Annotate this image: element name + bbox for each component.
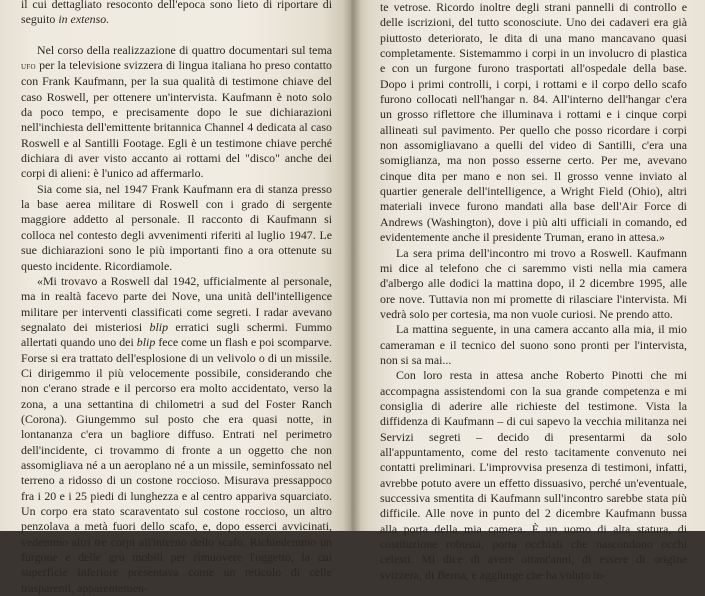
left-p3-italic-2: blip [136, 335, 156, 350]
left-paragraph-3 [21, 274, 332, 596]
left-p1-text-b: per la televisione svizzera di lingua italiana ho preso contatto con Frank Kaufmann, per la sua qualità di testimone chiave del caso Roswell, per ottenere un'intervista. Kaufmann è noto solo da poco tempo, e precisamente dopo le sue dichiarazioni nell'inchiesta dell'emittente britannica Channel 4 dedicata al caso Roswell e al Santilli Footage. Egli è un testimone chiave perché dichiara di aver visto accanto ai rottami del "disco" anche dei corpi di alieni: è l'unico ad affermarlo. [21, 58, 332, 181]
right-paragraph-continuation: te vetrose. Ricordo inoltre degli strani pannelli di controllo e delle iscrizioni, del tutto sconosciute. Uno dei cadaveri era già piuttosto deteriorato, le dita di una mano mancavano quasi completamente. Sistemammo i corpi in un involucro di plastica e con un furgone furono trasportati all'ospedale della base. Dopo i primi controlli, i corpi, i rottami e il corpo dello scafo furono collocati nell'hangar n. 84. All'interno dell'hangar c'era un grosso riflettore che illuminava i rottami e i cinque corpi allineati sul pavimento. Per quello che posso ricordare i corpi non assomigliavano a quelli del video di Santilli, c'era una somiglianza, ma non posso esserne certo. Per me, avevano cinque dita per mano e non sei. Il grosso venne inviato al quartier generale dell'intelligence, a Wright Field (Ohio), altri materiali invece furono mandati alla base dell'Air Force di Andrews (Washington), dove i più alti ufficiali in comando, ed evidentemente anche il presidente Truman, erano in attesa.» [380, 0, 687, 245]
left-p3-text-c: fece come un flash e poi scomparve. Forse si era trattato dell'esplosione di un velivolo o di un missile. Ci dirigemmo il più velocemente possibile, considerando che non c'erano strade e il percorso era molto accidentato, verso la zona, a una settantina di chilometri a sud del Foster Ranch (Corona). Giungemmo sul posto che era quasi notte, in lontananza c'era un bagliore diffuso. Entrati nel perimetro dell'incidente, ci trovammo di fronte a un oggetto che non assomigliava né a un aeroplano né a un missile, seminfossato nel terreno a ridosso di un costone roccioso. Misurava pressappoco fra i 20 e i 25 piedi di lunghezza e al centro appariva squarciato. Un corpo era stato scaraventato sul costone roccioso, un altro penzolava a metà fuori dello scafo, e, dopo esserci avvicinati, vedemmo altri tre corpi all'interno dello scafo. Richiedemmo un furgone e delle gru mobili per rimuovere l'oggetto, la cui superficie inferiore presentava come un reticolo di celle trasparenti, apparentemen- [21, 335, 332, 595]
right-paragraph-1: La sera prima dell'incontro mi trovo a Roswell. Kaufmann mi dice al telefono che ci saremmo visti nella mia camera d'albergo alle dodici la mattina dopo, il 2 dicembre 1995, alle ore nove. Tuttavia non mi promette di rilasciare l'intervista. Mi vedrà solo per cortesia, ma non vuole curiosi. Ne prendo atto. [380, 245, 687, 321]
left-paragraph-2: Sia come sia, nel 1947 Frank Kaufmann era di stanza presso la base aerea militare di Roswell con i grado di sergente maggiore addetto al personale. Il racconto di Kaufmann si colloca nel contesto degli avvenimenti riferiti al luglio 1947. Le sue dichiarazioni sono le più importanti fino a ora ottenute su questo incidente. Ricordiamole. [21, 181, 332, 273]
left-p1-text-a: Nel corso della realizzazione di quattro documentari sul tema [37, 42, 332, 57]
left-page [0, 0, 351, 595]
right-paragraph-3: Con loro resta in attesa anche Roberto Pinotti che mi accompagna assistendomi con la sua grande competenza e mi consiglia di aderire alle richieste del testimone. Vista la diffidenza di Kaufmann – di cui sapevo la vecchia militanza nei Servizi segreti – decido di presentarmi da solo all'appuntamento, come del resto tacitamente convenuto nei contatti preliminari. L'improvvisa presenza di testimoni, infatti, avrebbe potuto avere un effetto dissuasivo, perché un'eventuale, successiva smentita di Kaufmann sull'incontro sarebbe stata più difficile. Alle nove in punto del 2 dicembre Kaufmann bussa alla porta della mia camera. È un uomo di alta statura, di costituzione robusta, porta occhiali che nascondono occhi celesti. Mi dice di avere ottant'anni, di essere di origine svizzera, di Berna, e aggiunge che ha voluto in- [380, 368, 687, 582]
left-p3-text-a: «Mi trovavo a Roswell dal 1942, ufficialmente al personale, ma in realtà facevo parte dei Nove, una unità dell'intelligence militare per interventi classificati come segreti. I radar avevano segnalato dei misteriosi [21, 273, 332, 334]
left-paragraph-1 [21, 43, 332, 182]
left-p3-text-b: erratici sugli schermi. Fummo allertati quando uno dei [21, 319, 332, 350]
left-opening-text: il cui dettagliato resoconto dell'epoca sono lieto di riportare di seguito [21, 0, 332, 27]
right-paragraph-2: La mattina seguente, in una camera accanto alla mia, il mio cameraman e il tecnico del suono sono pronti per l'intervista, non si sa mai... [380, 322, 687, 367]
left-opening-italic: in extenso. [58, 12, 110, 27]
paragraph-gap [21, 28, 332, 43]
left-p1-smallcaps: ufo [21, 61, 36, 73]
left-paragraph-opening [21, 0, 332, 28]
left-p3-italic-1: blip [149, 319, 169, 334]
right-page [351, 0, 705, 582]
